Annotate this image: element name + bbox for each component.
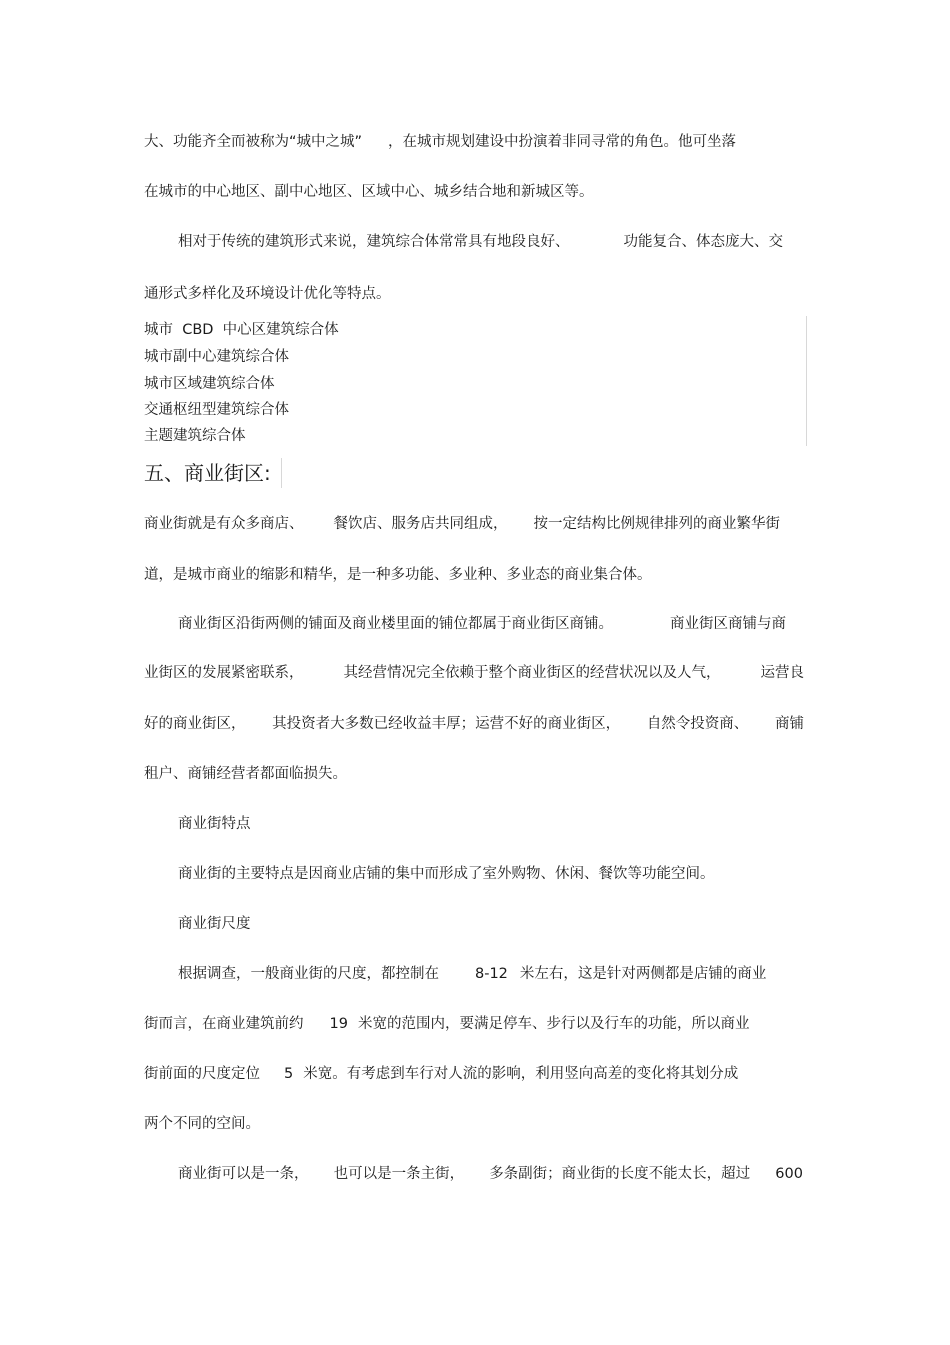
text-segment: 米宽的范围内，要满足停车、步行以及行车的功能，所以商业 <box>357 1016 750 1032</box>
paragraph-street-definition-line-1 <box>144 514 814 534</box>
text-segment: 街前面的尺度定位 <box>144 1066 260 1082</box>
text-segment: 多条副街；商业街的长度不能太长，超过 <box>489 1166 751 1182</box>
number-segment: 19 <box>329 1016 348 1032</box>
paragraph-scale-line-4: 两个不同的空间。 <box>144 1116 260 1132</box>
text-segment: 运营良 <box>760 665 804 681</box>
text-segment: 好的商业街区， <box>144 716 246 732</box>
list-item: 交通枢纽型建筑综合体 <box>144 402 289 418</box>
text-segment: 其投资者大多数已经收益丰厚；运营不好的商业街区， <box>272 716 621 732</box>
subheading-street-features: 商业街特点 <box>178 816 251 832</box>
list-item: 主题建筑综合体 <box>144 428 246 444</box>
text-segment: 商铺 <box>774 716 804 732</box>
paragraph-shops-line-1 <box>178 614 798 634</box>
number-segment: 5 <box>284 1066 294 1082</box>
paragraph-street-length <box>178 1164 808 1184</box>
paragraph-scale-line-1 <box>178 964 798 984</box>
paragraph-scale-line-3 <box>144 1064 814 1084</box>
section-heading: 五、商业街区: <box>144 458 282 488</box>
paragraph-street-features: 商业街的主要特点是因商业店铺的集中而形成了室外购物、休闲、餐饮等功能空间。 <box>178 866 715 882</box>
list-item: 城市副中心建筑综合体 <box>144 349 289 365</box>
text-segment: 大、功能齐全而被称为“城中之城” <box>144 134 363 150</box>
paragraph-shops-line-2 <box>144 663 814 683</box>
paragraph-scale-line-2 <box>144 1014 814 1034</box>
paragraph-complex-line-1 <box>144 132 814 152</box>
complex-types-list <box>144 316 807 446</box>
text-segment: 街而言，在商业建筑前约 <box>144 1016 304 1032</box>
text-segment: 自然令投资商、 <box>646 716 749 732</box>
subheading-street-scale: 商业街尺度 <box>178 916 251 932</box>
list-item: 城市区域建筑综合体 <box>144 376 275 392</box>
number-segment: 8-12 <box>475 966 508 982</box>
text-segment: 其经营情况完全依赖于整个商业街区的经营状况以及人气， <box>343 665 721 681</box>
list-item: 城市 CBD 中心区建筑综合体 <box>144 322 339 338</box>
number-segment: 600 <box>775 1166 803 1182</box>
paragraph-shops-line-4: 租户、商铺经营者都面临损失。 <box>144 766 347 782</box>
paragraph-features-line-2: 通形式多样化及环境设计优化等特点。 <box>144 286 391 302</box>
text-segment: 米左右，这是针对两侧都是店铺的商业 <box>519 966 767 982</box>
text-segment: ，在城市规划建设中扮演着非同寻常的角色。他可坐落 <box>388 134 737 150</box>
text-segment: 商业街就是有众多商店、 <box>144 516 304 532</box>
text-segment: 相对于传统的建筑形式来说，建筑综合体常常具有地段良好、 <box>178 234 570 250</box>
text-segment: 根据调查，一般商业街的尺度，都控制在 <box>178 966 439 982</box>
text-segment: 也可以是一条主街， <box>333 1166 465 1182</box>
paragraph-shops-line-3 <box>144 714 814 734</box>
text-segment: 业街区的发展紧密联系， <box>144 665 304 681</box>
paragraph-street-definition-line-2: 道，是城市商业的缩影和精华，是一种多功能、多业种、多业态的商业集合体。 <box>144 567 652 583</box>
text-segment: 功能复合、体态庞大、交 <box>623 234 783 250</box>
text-segment: 餐饮店、服务店共同组成， <box>333 516 508 532</box>
text-segment: 米宽。有考虑到车行对人流的影响，利用竖向高差的变化将其划分成 <box>303 1066 739 1082</box>
text-segment: 商业街可以是一条， <box>178 1166 309 1182</box>
text-segment: 商业街区商铺与商 <box>670 616 786 632</box>
text-segment: 商业街区沿街两侧的铺面及商业楼里面的铺位都属于商业街区商铺。 <box>178 616 613 632</box>
paragraph-complex-line-2: 在城市的中心地区、副中心地区、区域中心、城乡结合地和新城区等。 <box>144 184 594 200</box>
text-segment: 按一定结构比例规律排列的商业繁华街 <box>533 516 780 532</box>
paragraph-features-line-1 <box>178 232 798 252</box>
